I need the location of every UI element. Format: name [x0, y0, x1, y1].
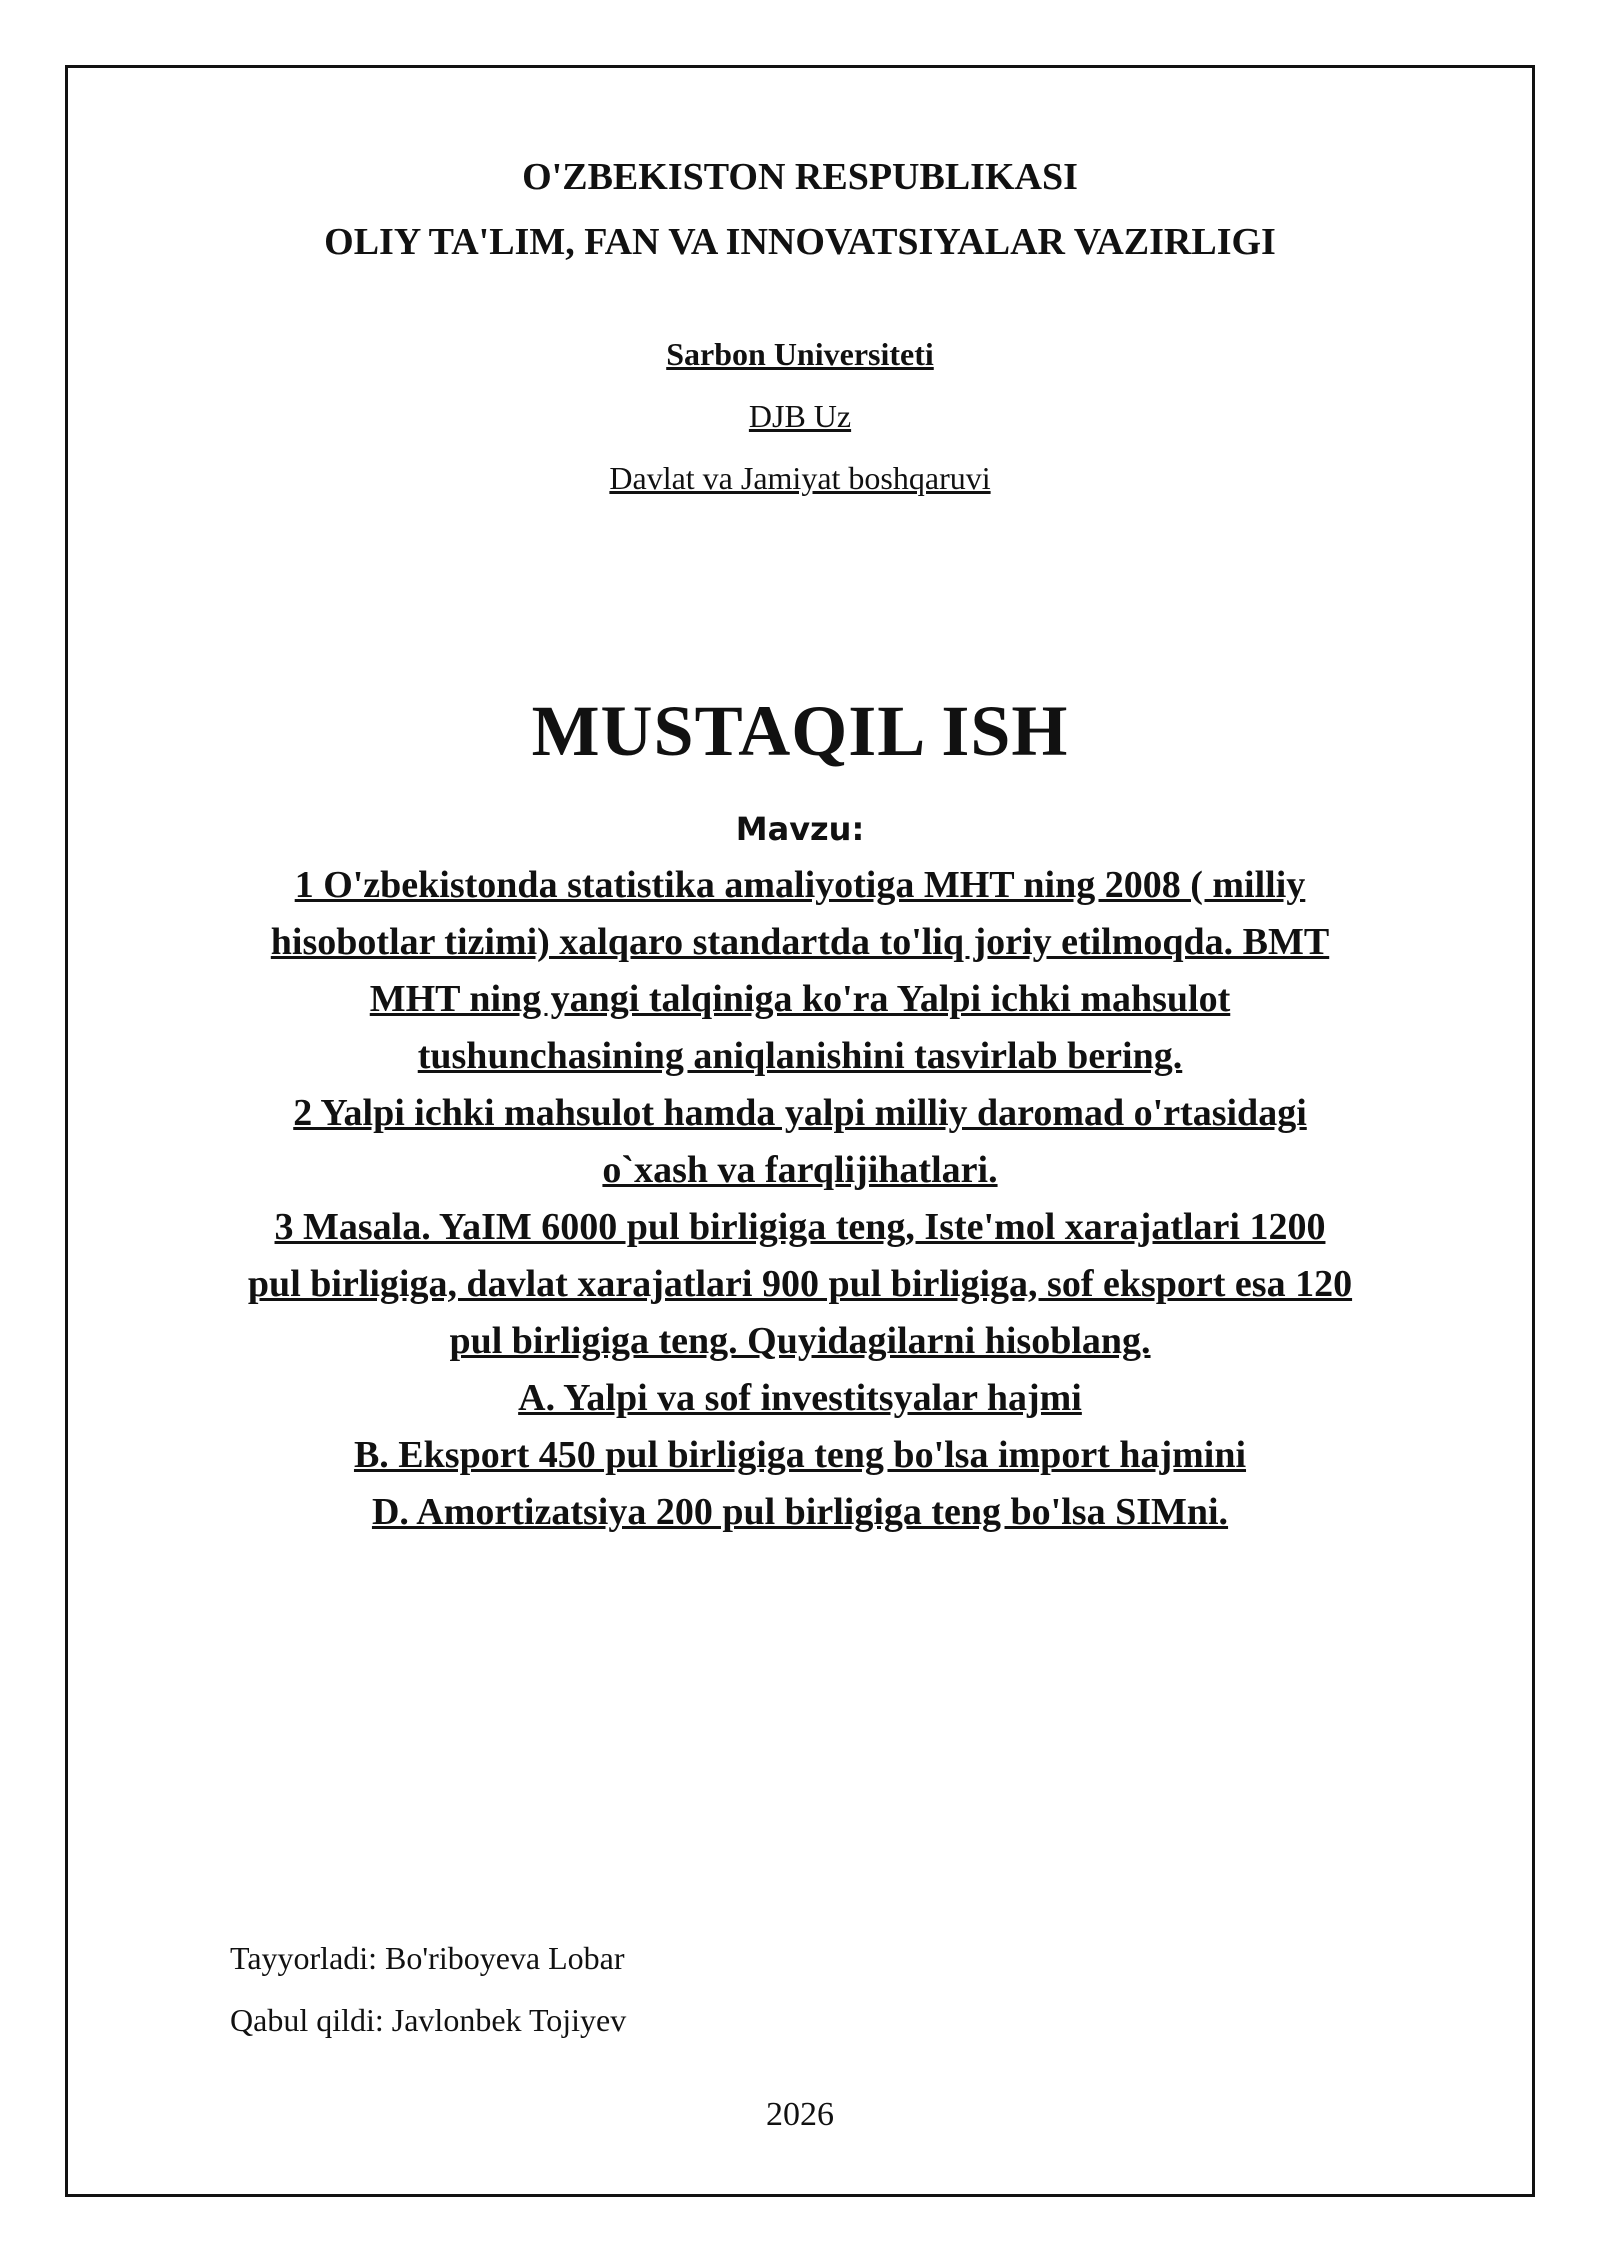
topic-line: hisobotlar tizimi) xalqaro standartda to'liq joriy etilmoqda. BMT: [270, 921, 1330, 963]
topic-label: Mavzu:: [735, 810, 865, 848]
ministry-line-1: O'ZBEKISTON RESPUBLIKASI: [522, 156, 1078, 198]
topic-line: pul birligiga teng. Quyidagilarni hisoblang.: [449, 1320, 1151, 1362]
topic-text: [0, 857, 1600, 1541]
document-title: MUSTAQIL ISH: [531, 691, 1069, 771]
department-full: Davlat va Jamiyat boshqaruvi: [609, 460, 991, 496]
ministry-line-2: OLIY TA'LIM, FAN VA INNOVATSIYALAR VAZIRLIGI: [324, 221, 1276, 263]
department-short: DJB Uz: [748, 398, 852, 434]
topic-line: o`xash va farqlijihatlari.: [602, 1149, 998, 1191]
topic-line: A. Yalpi va sof investitsyalar hajmi: [518, 1377, 1082, 1419]
topic-line: 2 Yalpi ichki mahsulot hamda yalpi milliy daromad o'rtasidagi: [293, 1092, 1307, 1134]
topic-line: D. Amortizatsiya 200 pul birligiga teng bo'lsa SIMni.: [371, 1491, 1229, 1533]
accepted-by: Qabul qildi: Javlonbek Tojiyev: [230, 2002, 627, 2038]
topic-line: 3 Masala. YaIM 6000 pul birligiga teng, Iste'mol xarajatlari 1200: [274, 1206, 1326, 1248]
topic-line: MHT ning yangi talqiniga ko'ra Yalpi ichki mahsulot: [369, 978, 1231, 1020]
topic-line: tushunchasining aniqlanishini tasvirlab bering.: [417, 1035, 1183, 1077]
university-name: Sarbon Universiteti: [666, 336, 934, 372]
topic-line: B. Eksport 450 pul birligiga teng bo'lsa import hajmini: [353, 1434, 1247, 1476]
topic-line: pul birligiga, davlat xarajatlari 900 pul birligiga, sof eksport esa 120: [247, 1263, 1353, 1305]
prepared-by: Tayyorladi: Bo'riboyeva Lobar: [230, 1940, 625, 1976]
topic-line: 1 O'zbekistonda statistika amaliyotiga MHT ning 2008 ( milliy: [294, 864, 1306, 906]
document-year: 2026: [766, 2096, 834, 2133]
